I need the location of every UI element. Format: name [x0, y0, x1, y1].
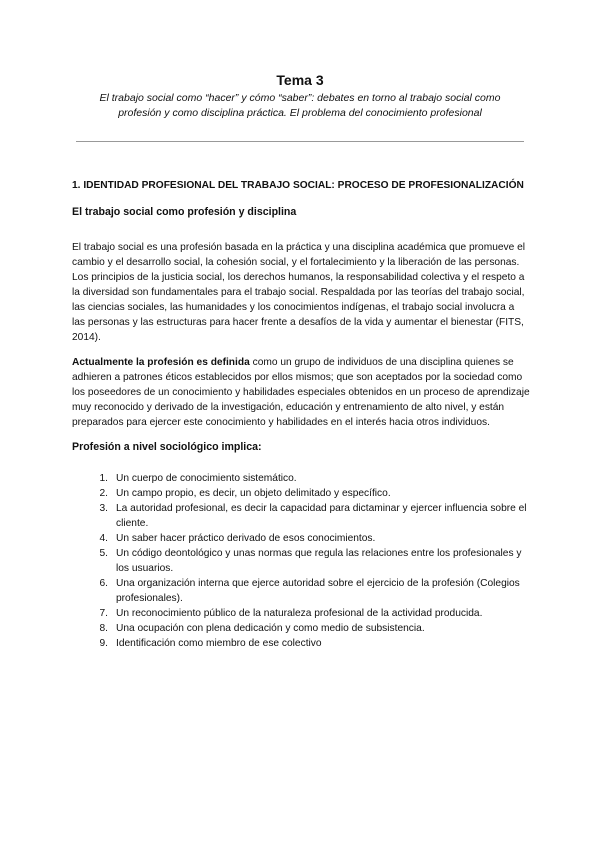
list-item [72, 486, 530, 501]
list-item [72, 531, 530, 546]
list-item-text: Un código deontológico y unas normas que regula las relaciones entre los profesionales y los usuarios. [116, 548, 522, 574]
list-item-number: 4. [99, 533, 108, 544]
list-item [72, 621, 530, 636]
list-item-number: 7. [99, 608, 108, 619]
numbered-list [72, 471, 530, 651]
section-subheading: El trabajo social como profesión y disciplina [72, 206, 297, 218]
list-item [72, 546, 530, 576]
list-item [72, 501, 530, 531]
list-item [72, 576, 530, 606]
horizontal-divider [76, 141, 524, 142]
list-item-number: 5. [99, 548, 108, 559]
page-title: Tema 3 [276, 72, 324, 88]
list-item-text: Una organización interna que ejerce autoridad sobre el ejercicio de la profesión (Colegios profesionales). [116, 578, 520, 604]
paragraph-profession [72, 355, 530, 430]
main-content [72, 178, 530, 651]
list-item-text: La autoridad profesional, es decir la capacidad para dictaminar y ejercer influencia sobre el cliente. [116, 503, 527, 529]
list-item-text: Un reconocimiento público de la naturaleza profesional de la actividad producida. [116, 608, 483, 619]
paragraph-bold-lead: Actualmente la profesión es definida [72, 357, 250, 368]
list-item-text: Identificación como miembro de ese colectivo [116, 638, 322, 649]
list-item-number: 6. [99, 578, 108, 589]
list-item [72, 606, 530, 621]
list-item-number: 2. [99, 488, 108, 499]
paragraph-body: como un grupo de individuos de una disciplina quienes se adhieren a patrones éticos establecidos por ellos mismos; que son aceptados por la sociedad como los poseedores de un conocimiento y habilidades especiales obtenidos en un proceso de aprendizaje muy reconocido y derivado de la investigación, educación y entrenamiento de alto nivel, y están preparados para ejercer este conocimiento y habilidades en el interés hacia otros individuos. [72, 357, 530, 428]
page-subtitle: El trabajo social como “hacer” y cómo “saber”: debates en torno al trabajo social como profesión y como disciplina práctica. El problema del conocimiento profesional [99, 92, 501, 119]
list-item-text: Un campo propio, es decir, un objeto delimitado y específico. [116, 488, 391, 499]
paragraph-definition: El trabajo social es una profesión basada en la práctica y una disciplina académica que promueve el cambio y el desarrollo social, la cohesión social, y el fortalecimiento y la liberación de las personas. Los principios de la justicia social, los derechos humanos, la responsabilidad colectiva y el respeto a la diversidad son fundamentales para el trabajo social. Respaldada por las teorías del trabajo social, las ciencias sociales, las humanidades y los conocimientos indígenas, el trabajo social involucra a las personas y las estructuras para hacer frente a desafíos de la vida y aumentar el bienestar (FITS, 2014). [72, 242, 526, 343]
section-heading: 1. IDENTIDAD PROFESIONAL DEL TRABAJO SOCIAL: PROCESO DE PROFESIONALIZACIÓN [72, 180, 524, 191]
list-item-number: 9. [99, 638, 108, 649]
list-item [72, 636, 530, 651]
list-item-text: Un saber hacer práctico derivado de esos conocimientos. [116, 533, 376, 544]
list-item-number: 3. [99, 503, 108, 514]
list-item-number: 8. [99, 623, 108, 634]
list-item-text: Una ocupación con plena dedicación y como medio de subsistencia. [116, 623, 425, 634]
list-item-number: 1. [99, 473, 108, 484]
list-heading: Profesión a nivel sociológico implica: [72, 441, 262, 453]
list-item [72, 471, 530, 486]
list-item-text: Un cuerpo de conocimiento sistemático. [116, 473, 297, 484]
